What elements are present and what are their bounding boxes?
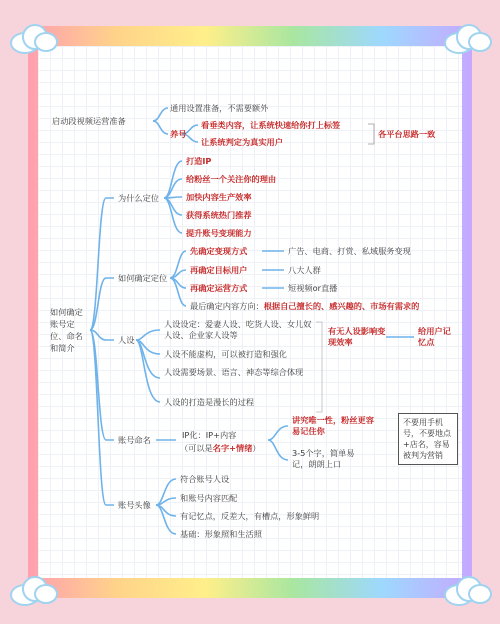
naming-warning-box: 不要用手机号，不要地点+店名，容易被判为营销 bbox=[398, 413, 458, 465]
node-why: 为什么定位 bbox=[118, 193, 159, 203]
node-how-a3: 再确定运营方式 bbox=[190, 283, 248, 293]
node-naming-ip-sub-suffix: ） bbox=[252, 443, 261, 453]
root-node: 如何确定账号定位、命名和简介 bbox=[50, 307, 83, 353]
node-how-a2: 再确定目标用户 bbox=[190, 265, 248, 275]
node-why-item-3: 加快内容生产效率 bbox=[186, 192, 252, 202]
node-prep-note: 各平台思路一致 bbox=[378, 129, 436, 139]
node-naming-r1: 讲究唯一性，粉丝更容易记住你 bbox=[292, 415, 374, 436]
node-why-item-4: 获得系统热门推荐 bbox=[186, 210, 252, 220]
node-naming-ip-sub bbox=[180, 443, 261, 454]
node-persona-2: 人设不能虚构，可以被打造和强化 bbox=[164, 349, 287, 359]
node-naming: 账号命名 bbox=[118, 435, 151, 445]
node-yang: 养号 bbox=[170, 129, 187, 139]
node-how-a1-detail: 广告、电商、打赏、私域服务变现 bbox=[288, 246, 411, 256]
node-naming-ip-sub-prefix: （可以是 bbox=[180, 443, 213, 453]
node-avatar-3: 有记忆点，反差大，有槽点，形象鲜明 bbox=[180, 511, 320, 521]
node-how-a1: 先确定变现方式 bbox=[190, 246, 248, 256]
node-avatar: 账号头像 bbox=[118, 500, 151, 510]
node-how: 如何确定定位 bbox=[118, 273, 168, 283]
node-persona-4: 人设的打造是漫长的过程 bbox=[164, 397, 255, 407]
node-prep: 启动段视频运营准备 bbox=[52, 116, 126, 126]
node-persona-effect: 有无人设影响变现效率 bbox=[328, 326, 386, 347]
node-yang-1: 看垂类内容，让系统快速给你打上标签 bbox=[201, 120, 341, 130]
node-naming-ip-sub-red: 名字+情绪 bbox=[212, 443, 253, 453]
node-how-a3-detail: 短视频or直播 bbox=[288, 283, 338, 293]
node-naming-r2: 3-5个字，简单易记，朗朗上口 bbox=[292, 448, 355, 469]
node-prep-item1: 通用设置准备，不需要额外 bbox=[170, 103, 269, 113]
node-how-a2-detail: 八大人群 bbox=[288, 265, 321, 275]
node-yang-2: 让系统判定为真实用户 bbox=[201, 137, 283, 147]
node-persona-1: 人设设定：爱妻人设、吃货人设、女儿奴人设、企业家人设等 bbox=[164, 319, 312, 340]
node-why-item-1: 打造IP bbox=[186, 156, 212, 166]
node-why-item-2: 给粉丝一个关注你的理由 bbox=[186, 174, 277, 184]
node-persona-memory: 给用户记忆点 bbox=[418, 326, 451, 347]
node-persona-3: 人设需要场景、语言、神态等综合体现 bbox=[164, 367, 304, 377]
node-how-last bbox=[190, 301, 419, 312]
node-persona: 人设 bbox=[118, 335, 135, 345]
node-why-item-5: 提升账号变现能力 bbox=[186, 228, 252, 238]
node-avatar-2: 和账号内容匹配 bbox=[180, 493, 238, 503]
node-avatar-4: 基础：形象照和生活照 bbox=[180, 529, 262, 539]
node-naming-ip: IP化：IP+内容 bbox=[182, 430, 237, 440]
node-how-last-red: 根据自己擅长的、感兴趣的、市场有需求的 bbox=[263, 301, 420, 311]
node-how-last-prefix: 最后确定内容方向： bbox=[190, 301, 264, 311]
node-avatar-1: 符合账号人设 bbox=[180, 474, 230, 484]
